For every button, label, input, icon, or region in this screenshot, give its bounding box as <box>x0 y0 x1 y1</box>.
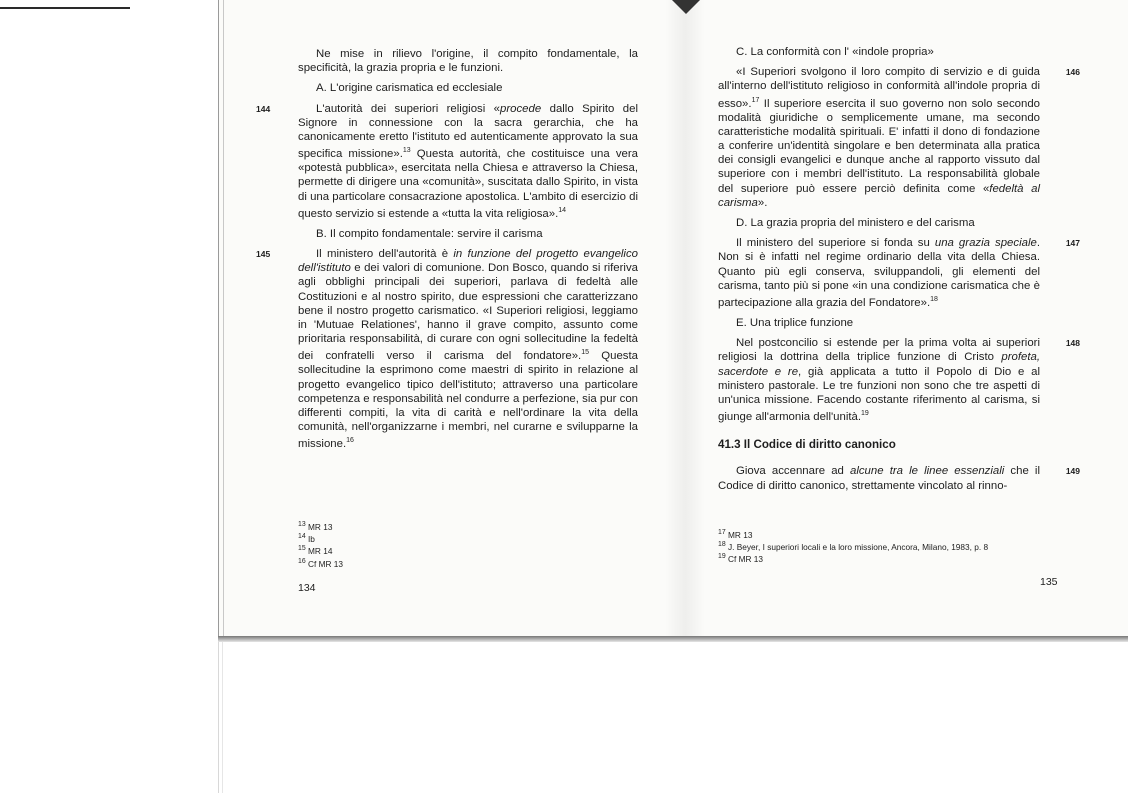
footnote: $^{17}$ MR 13 <box>718 529 753 540</box>
section-c-title: C. La conformità con l' «indole propria» <box>736 46 934 58</box>
footnote-ref: 17 <box>751 96 760 104</box>
footnote-ref: 19 <box>861 410 869 418</box>
paragraph-149: 149 Giova accennare ad alcune tra le linee essenziali che il Codice di diritto canonico, strettamente vincolato al rinno- <box>718 465 1080 492</box>
footnote: $^{16}$ Cf MR 13 <box>298 557 344 569</box>
page-number-left: 134 <box>298 582 316 594</box>
footnote-ref: 15 <box>581 349 589 357</box>
footnote-ref: 18 <box>930 296 938 304</box>
margin-number: 146 <box>1065 67 1080 78</box>
margin-number: 147 <box>1065 238 1080 249</box>
section-d-title: D. La grazia propria del ministero e del carisma <box>736 217 975 230</box>
right-footnotes <box>718 528 988 565</box>
intro-paragraph: Ne mise in rilievo l'origine, il compito fondamentale, la specificità, la grazia propria e le funzioni. <box>298 48 638 75</box>
paragraph-146: 146 «I Superiori svolgono il loro compito di servizio e di guida all'interno dell'istituto religioso in conformità all'indole propria di esso».$^{17}$ Il superiore esercita il suo governo non solo secondo modalità giuridiche o semplicemente umane, ma secondo caratteristiche modalità spirituali. E' infatti il dono di fondazione a conferire un'identità singolare e ben determinata alla pratica dei consigli evangelici e dunque anche al rapporto vissuto dal superiore con i membri dell'istituto. La responsabilità globale del superiore può essere perciò definita come «fedeltà al carisma». <box>718 66 1080 209</box>
right-page-text <box>718 45 1080 499</box>
scan-edge-line <box>0 7 130 9</box>
paragraph-145: 145 Il ministero dell'autorità è in funzione del progetto evangelico dell'istituto e dei valori di comunione. Don Bosco, quando si riferiva agli obblighi principali dei superiori, parlava di fedeltà alle Costituzioni e al nostro spirito, due espressioni che caratterizzano bene il nostro progetto carismatico. «I Superiori religiosi, leggiamo in 'Mutuae Relationes', hanno il grave compito, assunto come prioritaria responsabilità, di curare con ogni sollecitudine la fedeltà dei confratelli verso il carisma del fondatore».$^{15}$ Questa sollecitudine la esprimono come maestri di spirito in relazione al progetto evangelico tipico dell'istituto; attraverso una particolare competenza e responsabilità nel condurre a perfezione, sia pur con differenti compiti, la vita di carità e nell'ordinare la vita della comunità, nell'organizzarne i membri, nel curarne e svilupparne la missione.$^{16}$ <box>256 248 638 451</box>
gutter-mark <box>672 0 700 14</box>
footnote: $^{13}$ MR 13 <box>298 521 333 532</box>
paragraph-144: 144 L'autorità dei superiori religiosi «procede dallo Spirito del Signore in connessione con la sacra gerarchia, che ha canonicamente eretto l'istituto ed autenticamente approvato la sua specifica missione».$^{13}$ Questa autorità, che costituisce una vera «potestà pubblica», esercitata nella Chiesa e attraverso la Chiesa, permette di dirigere una «comunità», suscitata dallo Spirito, in vista di una particolare consacrazione apostolica. L'ambito di esercizio di questo servizio si estende a «tutta la vita religiosa».$^{14}$ <box>256 102 638 220</box>
page-edge-lower <box>218 640 223 793</box>
section-b-title: B. Il compito fondamentale: servire il carisma <box>316 227 543 240</box>
margin-number: 144 <box>256 103 271 114</box>
footnote: $^{14}$ Ib <box>298 533 315 544</box>
section-a-title: A. L'origine carismatica ed ecclesiale <box>316 82 503 95</box>
page-number-right: 135 <box>1040 576 1058 588</box>
margin-number: 148 <box>1065 338 1080 349</box>
left-footnotes <box>298 520 343 569</box>
paragraph-147: 147 Il ministero del superiore si fonda su una grazia speciale. Non si è infatti nel regime ordinario della vita della Chiesa. Quanto più egli conserva, sviluppandoli, gli elementi del carisma, tanto più si pone «in una condizione carismatica che è partecipazione alla grazia del Fondatore».$^{18}$ <box>718 237 1080 309</box>
left-page-text <box>256 47 638 457</box>
book-gutter <box>665 0 705 640</box>
footnote: $^{18}$ J. Beyer, I superiori locali e la loro missione, Ancora, Milano, 1983, p. 8 <box>718 541 989 552</box>
margin-number: 149 <box>1065 466 1080 477</box>
footnote-ref: 13 <box>402 147 411 155</box>
margin-number: 145 <box>256 249 271 260</box>
footnote-ref: 14 <box>558 206 567 214</box>
paragraph-148: 148 Nel postconcilio si estende per la prima volta ai superiori religiosi la dottrina della triplice funzione di Cristo profeta, sacerdote e re, già applicata a tutto il Popolo di Dio e al ministero pastorale. Le tre funzioni non sono che tre aspetti di un'unica missione. Facendo costante riferimento al carisma, si giunge all'armonia dell'unità.$^{19}$ <box>718 337 1080 424</box>
section-heading-41-3: 41.3 Il Codice di diritto canonico <box>718 438 896 452</box>
section-e-title: E. Una triplice funzione <box>736 317 854 330</box>
footnote-ref: 16 <box>346 437 354 445</box>
page-edge <box>218 0 224 640</box>
footnote: $^{19}$ Cf MR 13 <box>718 553 764 565</box>
footnote: $^{15}$ MR 14 <box>298 545 333 557</box>
spread-bottom-edge <box>218 636 1128 642</box>
